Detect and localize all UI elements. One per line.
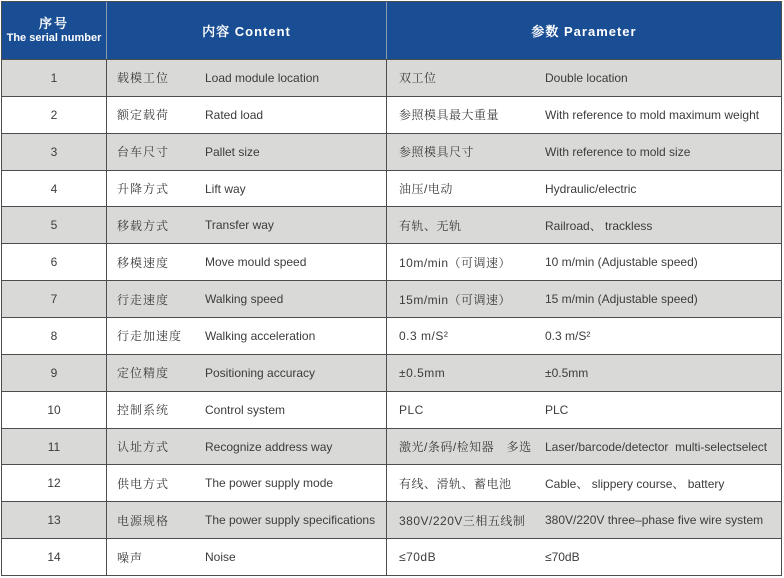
parameter-english-value: 380V/220V three–phase five wire system	[545, 513, 764, 528]
cell-serial-number	[2, 392, 107, 428]
content-english-label: Load module location	[205, 70, 320, 85]
cell-parameter	[387, 355, 781, 391]
cell-content	[107, 429, 387, 465]
cell-content	[107, 60, 387, 96]
parameter-english-value: Double location	[545, 70, 628, 85]
serial-number-value: 6	[50, 255, 58, 270]
content-english-label: Control system	[205, 402, 286, 417]
cell-parameter	[387, 244, 781, 280]
parameter-chinese-value: 激光/条码/检知器 多选	[399, 440, 532, 455]
content-chinese-label: 行走加速度	[117, 329, 183, 344]
serial-number-value: 3	[50, 144, 58, 159]
serial-number-value: 11	[47, 439, 61, 454]
cell-serial-number	[2, 502, 107, 538]
serial-number-value: 5	[50, 218, 58, 233]
cell-content	[107, 134, 387, 170]
spec-table	[1, 1, 782, 576]
cell-parameter	[387, 207, 781, 243]
table-row	[2, 354, 781, 391]
content-english-label: Rated load	[205, 107, 264, 122]
table-row	[2, 501, 781, 538]
cell-serial-number	[2, 60, 107, 96]
parameter-english-value: 10 m/min (Adjustable speed)	[545, 255, 698, 270]
content-chinese-label: 台车尺寸	[117, 145, 170, 160]
header-serial-en: The serial number	[6, 31, 102, 44]
cell-parameter	[387, 539, 781, 575]
cell-parameter	[387, 281, 781, 317]
cell-content	[107, 207, 387, 243]
parameter-english-value: Laser/barcode/detector multi-selectselect	[545, 439, 768, 454]
content-chinese-label: 移载方式	[117, 218, 170, 233]
content-chinese-label: 供电方式	[117, 476, 170, 491]
parameter-chinese-value: 参照模具尺寸	[399, 145, 475, 160]
content-chinese-label: 额定载荷	[117, 108, 170, 123]
content-english-label: Transfer way	[205, 218, 274, 233]
cell-serial-number	[2, 465, 107, 501]
content-english-label: The power supply specifications	[205, 513, 376, 528]
content-english-label: Recognize address way	[205, 439, 333, 454]
cell-serial-number	[2, 355, 107, 391]
parameter-english-value: 0.3 m/S²	[545, 328, 591, 343]
parameter-english-value: ≤70dB	[545, 550, 580, 565]
serial-number-value: 4	[50, 181, 58, 196]
serial-number-value: 12	[47, 476, 61, 491]
table-row	[2, 206, 781, 243]
parameter-english-value: With reference to mold size	[545, 144, 691, 159]
cell-content	[107, 465, 387, 501]
serial-number-value: 13	[47, 513, 61, 528]
cell-serial-number	[2, 281, 107, 317]
cell-parameter	[387, 171, 781, 207]
parameter-english-value: PLC	[545, 402, 569, 417]
cell-serial-number	[2, 134, 107, 170]
cell-content	[107, 281, 387, 317]
cell-parameter	[387, 465, 781, 501]
content-chinese-label: 控制系统	[117, 403, 170, 418]
parameter-chinese-value: 参照模具最大重量	[399, 108, 500, 123]
cell-serial-number	[2, 429, 107, 465]
parameter-chinese-value: PLC	[399, 402, 424, 417]
table-row	[2, 133, 781, 170]
parameter-english-value: 15 m/min (Adjustable speed)	[545, 292, 698, 307]
serial-number-value: 2	[50, 107, 58, 122]
parameter-chinese-value: 有线、滑轨、蓄电池	[399, 476, 512, 491]
table-body	[2, 59, 781, 575]
content-chinese-label: 升降方式	[117, 182, 170, 196]
cell-parameter	[387, 502, 781, 538]
content-chinese-label: 噪声	[117, 550, 144, 565]
cell-parameter	[387, 318, 781, 354]
serial-number-value: 10	[47, 402, 61, 417]
table-row	[2, 243, 781, 280]
cell-parameter	[387, 97, 781, 133]
cell-content	[107, 539, 387, 575]
serial-number-value: 7	[50, 292, 58, 307]
cell-serial-number	[2, 171, 107, 207]
content-english-label: Walking speed	[205, 292, 284, 307]
cell-content	[107, 171, 387, 207]
table-header	[2, 2, 781, 59]
parameter-english-value: Hydraulic/electric	[545, 181, 637, 196]
content-chinese-label: 行走速度	[117, 292, 170, 307]
content-english-label: Move mould speed	[205, 255, 307, 270]
content-chinese-label: 电源规格	[117, 513, 170, 528]
header-parameter-label: 参数 Parameter	[531, 24, 637, 39]
header-serial-zh: 序号	[38, 15, 69, 31]
cell-parameter	[387, 392, 781, 428]
content-english-label: Walking acceleration	[205, 328, 316, 343]
cell-parameter	[387, 60, 781, 96]
parameter-english-value: With reference to mold maximum weight	[545, 107, 760, 122]
cell-content	[107, 355, 387, 391]
content-chinese-label: 移模速度	[117, 255, 170, 270]
cell-content	[107, 502, 387, 538]
table-row	[2, 317, 781, 354]
header-parameter	[387, 2, 781, 59]
cell-serial-number	[2, 318, 107, 354]
parameter-chinese-value: 380V/220V三相五线制	[399, 513, 526, 528]
parameter-chinese-value: ≤70dB	[399, 550, 437, 565]
content-chinese-label: 认址方式	[117, 440, 170, 455]
parameter-chinese-value: ±0.5mm	[399, 365, 446, 380]
table-row	[2, 280, 781, 317]
cell-content	[107, 97, 387, 133]
table-row	[2, 59, 781, 96]
cell-serial-number	[2, 244, 107, 280]
table-row	[2, 464, 781, 501]
table-row	[2, 428, 781, 465]
content-chinese-label: 载模工位	[117, 71, 170, 86]
parameter-chinese-value: 10m/min（可调速）	[399, 255, 512, 270]
content-english-label: Noise	[205, 550, 236, 565]
parameter-english-value: Cable、 slippery course、 battery	[545, 476, 725, 491]
cell-serial-number	[2, 207, 107, 243]
table-row	[2, 96, 781, 133]
parameter-chinese-value: 15m/min（可调速）	[399, 292, 512, 307]
parameter-chinese-value: 油压/电动	[399, 182, 453, 196]
serial-number-value: 8	[50, 328, 58, 343]
content-english-label: Positioning accuracy	[205, 365, 316, 380]
content-english-label: Pallet size	[205, 144, 260, 159]
parameter-chinese-value: 有轨、无轨	[399, 218, 462, 233]
cell-content	[107, 244, 387, 280]
parameter-english-value: Railroad、 trackless	[545, 218, 653, 233]
cell-serial-number	[2, 539, 107, 575]
parameter-chinese-value: 双工位	[399, 71, 437, 86]
cell-parameter	[387, 429, 781, 465]
header-content-label: 内容 Content	[202, 24, 291, 39]
content-english-label: Lift way	[205, 181, 246, 196]
cell-content	[107, 318, 387, 354]
cell-serial-number	[2, 97, 107, 133]
header-content	[107, 2, 387, 59]
header-serial-number	[2, 2, 107, 59]
content-chinese-label: 定位精度	[117, 366, 170, 381]
table-row	[2, 170, 781, 207]
serial-number-value: 9	[50, 365, 58, 380]
parameter-english-value: ±0.5mm	[545, 365, 589, 380]
parameter-chinese-value: 0.3 m/S²	[399, 328, 449, 343]
table-row	[2, 538, 781, 575]
cell-content	[107, 392, 387, 428]
serial-number-value: 14	[47, 550, 61, 565]
serial-number-value: 1	[50, 70, 58, 85]
content-english-label: The power supply mode	[205, 476, 334, 491]
cell-parameter	[387, 134, 781, 170]
table-row	[2, 391, 781, 428]
